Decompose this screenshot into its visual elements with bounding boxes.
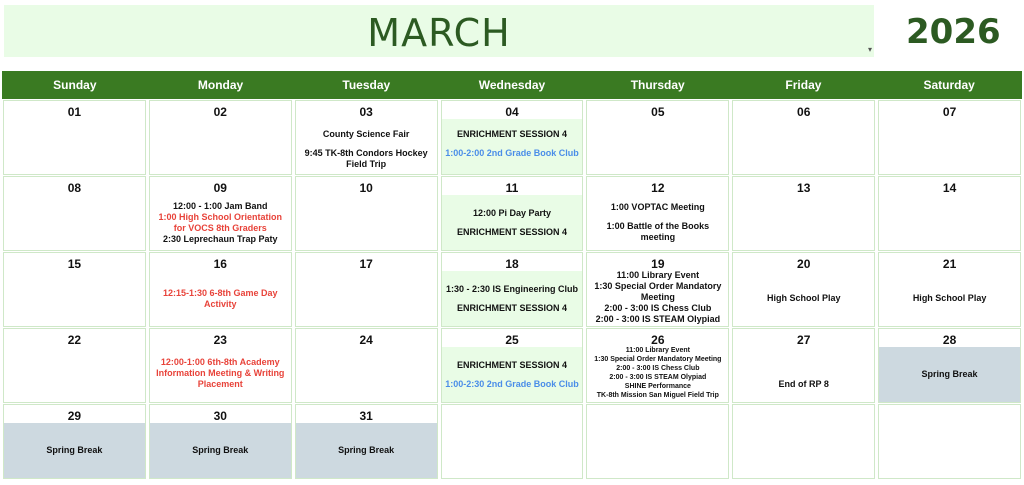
day-number: 23 [213,333,227,347]
event-item[interactable]: ENRICHMENT SESSION 4 [456,226,567,237]
event-item[interactable]: SHINE Performance [624,383,691,390]
day-number: 15 [67,257,82,271]
day-number: 03 [359,105,373,119]
day-cell-14[interactable] [878,176,1021,251]
day-number: 08 [67,181,82,195]
event-item[interactable]: County Science Fair [322,129,410,139]
day-cell-21[interactable] [878,252,1021,327]
day-cell-24[interactable] [295,328,438,403]
event-item[interactable]: 2:00 - 3:00 IS STEAM Olypiad [595,314,721,324]
event-list [444,121,581,172]
empty-cell [441,404,584,479]
event-item[interactable]: 1:30 Special Order Mandatory Meeting [594,281,722,302]
day-number: 17 [359,257,373,271]
event-item[interactable]: End of RP 8 [778,379,829,389]
day-cell-23[interactable] [149,328,292,403]
day-cell-17[interactable] [295,252,438,327]
event-list [298,425,435,476]
event-item[interactable]: 2:00 - 3:00 IS Chess Club [616,365,700,372]
event-list [881,273,1018,324]
day-number: 30 [213,409,227,423]
day-cell-25[interactable] [441,328,584,403]
weekday-saturday: Saturday [923,78,975,92]
day-number: 13 [797,181,811,195]
month-title: MARCH [367,11,511,55]
day-number: 29 [67,409,82,423]
calendar-grid [2,100,1022,479]
weekday-monday: Monday [197,78,244,92]
day-cell-30[interactable] [149,404,292,479]
event-list [152,425,289,476]
day-cell-15[interactable] [3,252,146,327]
event-list [152,349,289,400]
event-list [152,197,289,248]
event-item[interactable]: 12:00 - 1:00 Jam Band [173,200,268,211]
weekday-friday: Friday [785,78,822,92]
day-number: 20 [797,257,811,271]
weekday-tuesday: Tuesday [342,78,391,92]
event-list [152,273,289,324]
event-item[interactable]: 11:00 Library Event [616,270,700,280]
event-item[interactable]: High School Play [766,293,841,303]
day-number: 12 [651,181,665,195]
day-cell-31[interactable] [295,404,438,479]
day-cell-04[interactable] [441,100,584,175]
weekday-sunday: Sunday [53,78,97,92]
day-cell-07[interactable] [878,100,1021,175]
event-item[interactable]: ENRICHMENT SESSION 4 [456,129,567,139]
event-item[interactable]: 1:30 Special Order Mandatory Meeting [594,356,722,363]
event-item[interactable]: 2:00 - 3:00 IS STEAM Olypiad [609,374,707,381]
day-cell-12[interactable] [586,176,729,251]
day-cell-16[interactable] [149,252,292,327]
event-item[interactable]: 2:00 - 3:00 IS Chess Club [604,303,712,313]
event-item[interactable]: 12:15-1:30 6-8th Game Day Activity [162,287,278,309]
event-item[interactable]: TK-8th Mission San Miguel Field Trip [596,392,719,399]
day-number: 01 [67,105,82,119]
day-number: 19 [651,257,665,271]
event-item[interactable]: ENRICHMENT SESSION 4 [456,359,567,370]
day-number: 11 [505,181,519,195]
event-list [589,270,726,324]
day-number: 14 [942,181,957,195]
event-item[interactable]: 12:00 Pi Day Party [472,207,552,218]
day-cell-10[interactable] [295,176,438,251]
weekday-thursday: Thursday [630,78,685,92]
event-list [735,273,872,324]
day-number: 10 [359,181,373,195]
day-number: 05 [651,105,665,119]
empty-cell [586,404,729,479]
day-cell-03[interactable] [295,100,438,175]
day-number: 28 [942,333,957,347]
event-list [444,349,581,400]
event-item[interactable]: Spring Break [921,369,978,379]
day-number: 06 [797,105,811,119]
day-cell-08[interactable] [3,176,146,251]
event-item[interactable]: 1:00 High School Orientation for VOCS 8th Graders [158,211,283,233]
event-item[interactable]: ENRICHMENT SESSION 4 [456,302,567,313]
day-cell-19[interactable] [586,252,729,327]
day-number: 21 [942,257,957,271]
day-cell-28[interactable] [878,328,1021,403]
event-item[interactable]: Spring Break [46,445,103,455]
day-cell-05[interactable] [586,100,729,175]
event-list [444,273,581,324]
event-list [444,197,581,248]
day-cell-06[interactable] [732,100,875,175]
day-number: 27 [797,333,811,347]
event-item[interactable]: 1:00 VOPTAC Meeting [610,202,705,212]
event-item[interactable]: High School Play [912,293,987,303]
day-number: 31 [359,409,373,423]
year-title: 2026 [906,12,1001,52]
event-item[interactable]: 9:45 TK-8th Condors Hockey Field Trip [304,148,428,169]
month-selector[interactable] [4,5,874,57]
day-number: 04 [505,105,519,119]
day-number: 24 [359,333,373,347]
day-number: 09 [213,181,227,195]
event-item[interactable]: Spring Break [192,445,249,455]
day-cell-01[interactable] [3,100,146,175]
day-number: 25 [505,333,519,347]
event-item[interactable]: 12:00-1:00 6th-8th Academy Information Meeting & Writing Placement [156,357,285,389]
calendar-header [0,0,1024,70]
day-cell-02[interactable] [149,100,292,175]
day-number: 26 [651,333,665,347]
weekday-header-bar [2,71,1022,99]
event-item[interactable]: 11:00 Library Event [625,347,690,354]
day-number: 02 [213,105,227,119]
day-cell-13[interactable] [732,176,875,251]
event-item[interactable]: 1:00-2:00 2nd Grade Book Club [445,148,579,158]
event-item[interactable]: 1:00 Battle of the Books meeting [606,221,710,242]
day-cell-26[interactable] [586,328,729,403]
day-number: 22 [67,333,82,347]
day-number: 18 [505,257,519,271]
event-list [735,349,872,400]
day-cell-22[interactable] [3,328,146,403]
event-item[interactable]: 1:00-2:30 2nd Grade Book Club [445,378,579,389]
event-item[interactable]: 2:30 Leprechaun Trap Paty [163,233,278,244]
day-cell-27[interactable] [732,328,875,403]
day-cell-18[interactable] [441,252,584,327]
day-cell-20[interactable] [732,252,875,327]
day-cell-29[interactable] [3,404,146,479]
event-list [589,346,726,400]
day-number: 16 [213,257,227,271]
event-item[interactable]: 1:30 - 2:30 IS Engineering Club [445,283,578,294]
day-number: 07 [942,105,957,119]
event-list [298,121,435,172]
weekday-wednesday: Wednesday [478,78,546,92]
event-item[interactable]: Spring Break [338,445,395,455]
chevron-down-icon[interactable]: ▾ [867,45,872,54]
event-list [6,425,143,476]
empty-cell [732,404,875,479]
empty-cell [878,404,1021,479]
event-list [881,349,1018,400]
event-list [589,197,726,248]
day-cell-09[interactable] [149,176,292,251]
day-cell-11[interactable] [441,176,584,251]
